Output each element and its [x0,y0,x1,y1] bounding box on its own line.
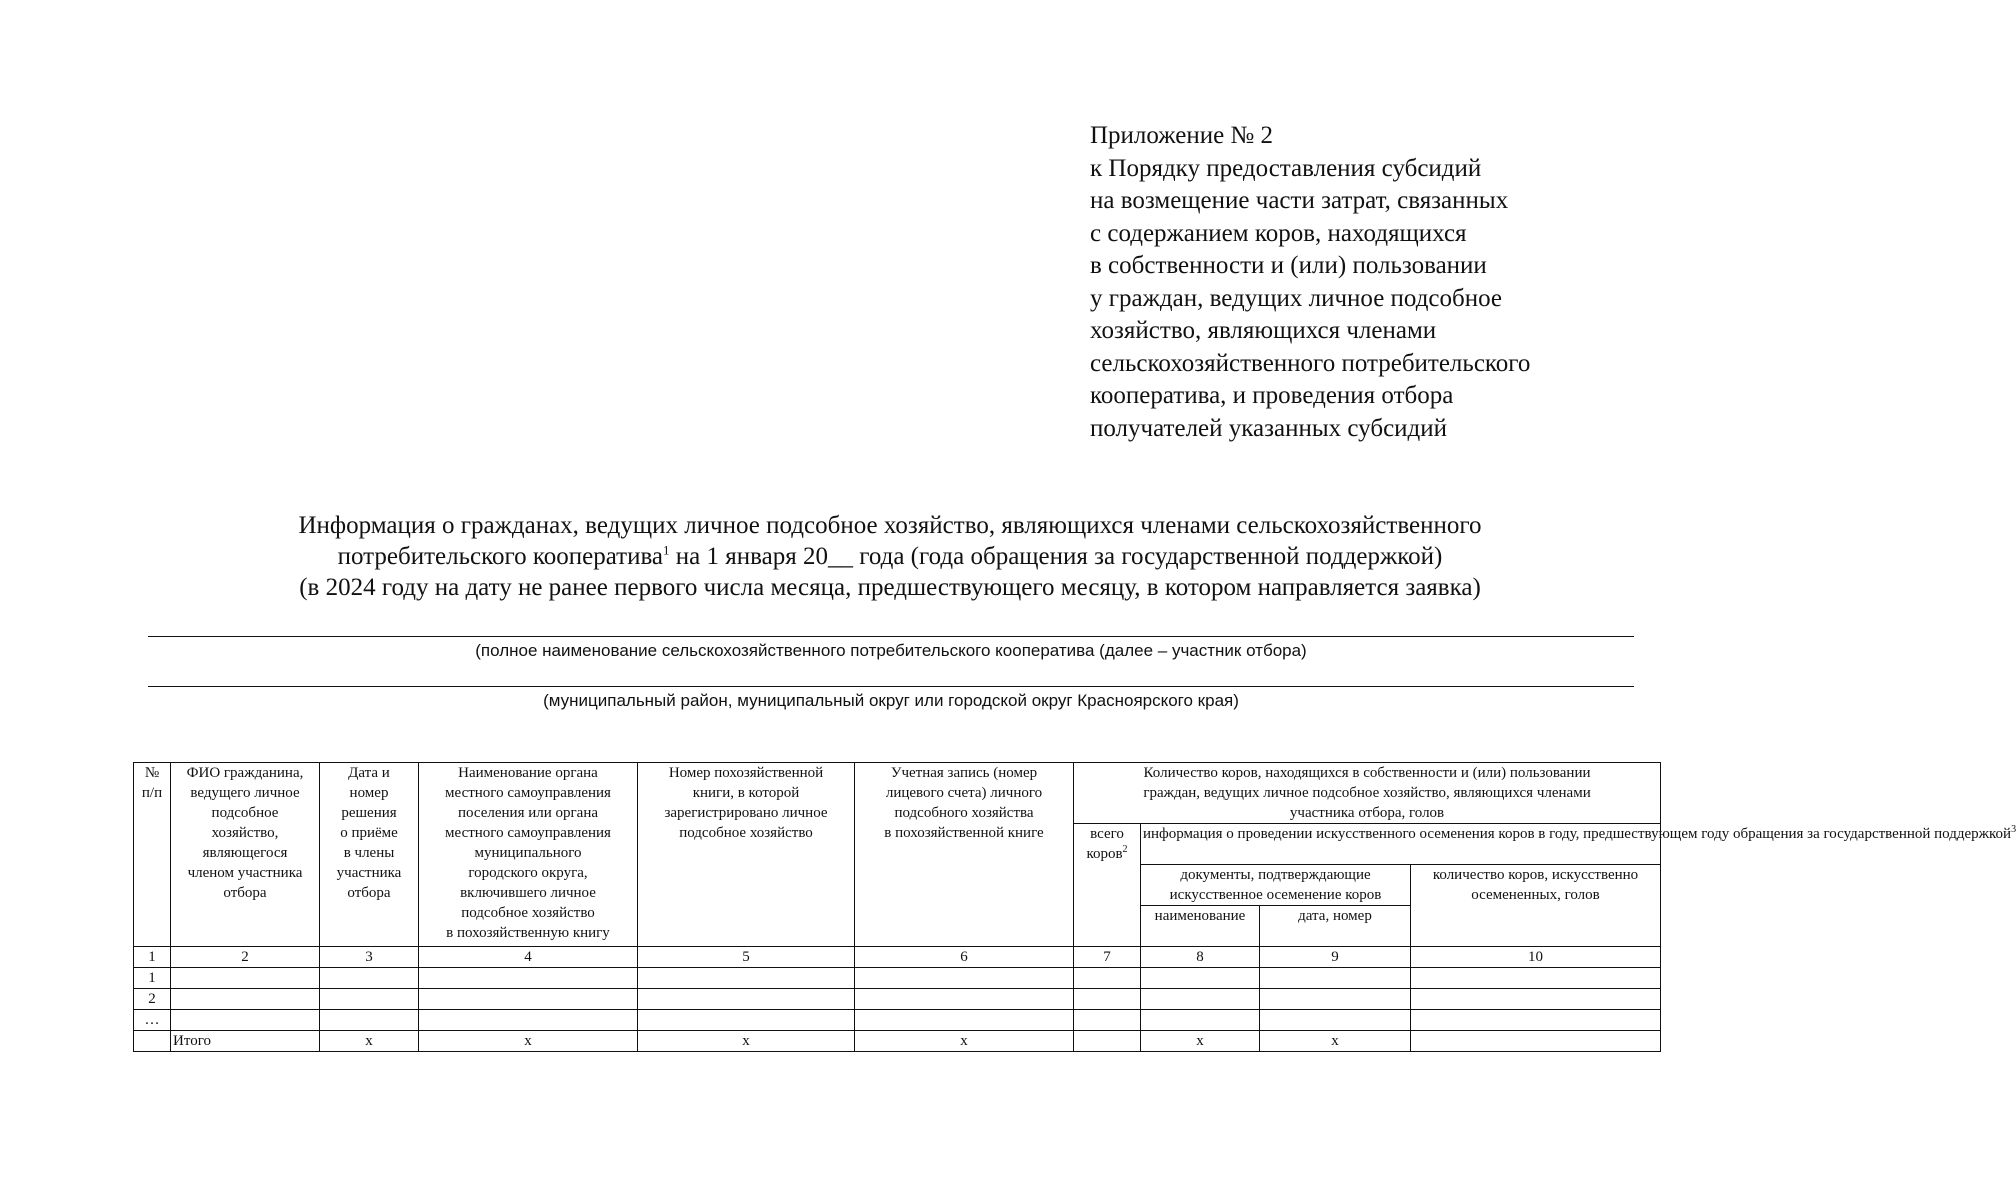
account-record-cell[interactable] [855,1010,1074,1031]
appendix-line: сельскохозяйственного потребительского [1090,349,1531,377]
inseminated-count-cell[interactable] [1411,1010,1661,1031]
total-inseminated-sum-cell[interactable] [1411,1031,1661,1052]
appendix-line: с содержанием коров, находящихся [1090,219,1467,247]
fio-cell[interactable] [171,989,320,1010]
table-row [134,1010,1661,1031]
table-row [134,989,1661,1010]
row-number: 1 [134,968,171,989]
appendix-line: кооператива, и проведения отбора [1090,382,1454,409]
appendix-line: Приложение № 2 [1090,122,1274,149]
doc-name-cell[interactable] [1141,1010,1260,1031]
header-insemination-text: информация о проведении искусственного осеменения коров в году, предшествующем году обращения за государственной поддержкой [1143,826,2012,842]
title-line-2-start: потребительского кооператива [337,543,664,570]
authority-cell[interactable] [419,1010,638,1031]
footnote-mark-1: 1 [663,542,670,558]
account-record-cell[interactable] [855,989,1074,1010]
cooperative-name-caption: (полное наименование сельскохозяйственного потребительского кооператива (далее – участник отбора) [475,641,1307,660]
doc-date-number-cell[interactable] [1260,989,1411,1010]
table-row [134,968,1661,989]
total-x-mark: x [638,1031,855,1052]
header-account-record: Учетная запись (номер лицевого счета) личного подсобного хозяйства в похозяйственной книге [855,763,1074,947]
header-inseminated-count: количество коров, искусственно осемененных, голов [1411,865,1661,947]
doc-date-number-cell[interactable] [1260,968,1411,989]
column-number: 7 [1074,947,1141,968]
title-line-2-end: на 1 января 20__ года (года обращения за государственной поддержкой) [669,543,1443,570]
document-title [140,510,1640,603]
column-number: 10 [1411,947,1661,968]
authority-cell[interactable] [419,968,638,989]
header-cows-group: Количество коров, находящихся в собственности и (или) пользовании граждан, ведущих личное подсобное хозяйство, являющихся членами участника отбора, голов [1074,763,1661,824]
column-number: 6 [855,947,1074,968]
column-number: 4 [419,947,638,968]
footnote-mark-3: 3 [2011,824,2016,835]
inseminated-count-cell[interactable] [1411,989,1661,1010]
doc-date-number-cell[interactable] [1260,1010,1411,1031]
account-record-cell[interactable] [855,968,1074,989]
fio-cell[interactable] [171,1010,320,1031]
header-docs-group: документы, подтверждающие искусственное осеменение коров [1141,865,1411,906]
total-cows-cell[interactable] [1074,989,1141,1010]
district-name-caption: (муниципальный район, муниципальный округ или городской округ Красноярского края) [543,691,1239,710]
book-number-cell[interactable] [638,968,855,989]
header-row-1 [134,763,1661,824]
appendix-line: в собственности и (или) пользовании [1090,252,1487,279]
district-name-line[interactable] [148,686,1634,687]
decision-cell[interactable] [320,1010,419,1031]
total-x-mark: x [1260,1031,1411,1052]
total-cows-sum-cell[interactable] [1074,1031,1141,1052]
header-book-number: Номер похозяйственной книги, в которой зарегистрировано личное подсобное хозяйство [638,763,855,947]
total-x-mark: x [855,1031,1074,1052]
column-number: 2 [171,947,320,968]
title-line-1: Информация о гражданах, ведущих личное подсобное хозяйство, являющихся членами сельскохозяйственного [298,512,1482,539]
citizens-table [133,762,2016,1052]
footnote-mark-2: 2 [1122,844,1128,855]
appendix-line: к Порядку предоставления субсидий [1090,154,1482,182]
appendix-line: у граждан, ведущих личное подсобное [1090,284,1503,312]
header-doc-name: наименование [1141,906,1260,947]
appendix-line: получателей указанных субсидий [1090,414,1448,442]
book-number-cell[interactable] [638,989,855,1010]
header-num: № п/п [134,763,171,947]
column-number: 3 [320,947,419,968]
inseminated-count-cell[interactable] [1411,968,1661,989]
total-x-mark: x [419,1031,638,1052]
header-decision: Дата и номер решения о приёме в члены участника отбора [320,763,419,947]
authority-cell[interactable] [419,989,638,1010]
column-number: 1 [134,947,171,968]
header-fio: ФИО гражданина, ведущего личное подсобное хозяйство, являющегося членом участника отбора [171,763,320,947]
appendix-line: хозяйство, являющихся членами [1090,317,1437,344]
appendix-line: на возмещение части затрат, связанных [1090,187,1509,214]
header-doc-date-number: дата, номер [1260,906,1411,947]
decision-cell[interactable] [320,989,419,1010]
header-insemination-group [1141,824,2016,865]
fio-cell[interactable] [171,968,320,989]
header-total-cows [1074,824,1141,947]
total-label: Итого [171,1031,320,1052]
column-number: 5 [638,947,855,968]
book-number-cell[interactable] [638,1010,855,1031]
total-cows-cell[interactable] [1074,1010,1141,1031]
total-row [134,1031,1661,1052]
row-number: 2 [134,989,171,1010]
row-number: … [134,1010,171,1031]
decision-cell[interactable] [320,968,419,989]
title-line-2 [140,541,1640,572]
column-number: 8 [1141,947,1260,968]
column-number: 9 [1260,947,1411,968]
title-line-3: (в 2024 году на дату не ранее первого числа месяца, предшествующего месяцу, в котором направляется заявка) [299,574,1481,601]
cooperative-name-line[interactable] [148,636,1634,637]
total-cows-cell[interactable] [1074,968,1141,989]
doc-name-cell[interactable] [1141,989,1260,1010]
header-total-cows-text: всего коров [1086,826,1124,862]
header-authority: Наименование органа местного самоуправления поселения или органа местного самоуправления муниципального городского округа, включившего личное подсобное хозяйство в похозяйственную книгу [419,763,638,947]
total-empty-cell [134,1031,171,1052]
total-x-mark: x [320,1031,419,1052]
appendix-header [1090,120,1650,445]
doc-name-cell[interactable] [1141,968,1260,989]
column-number-row [134,947,1661,968]
total-x-mark: x [1141,1031,1260,1052]
